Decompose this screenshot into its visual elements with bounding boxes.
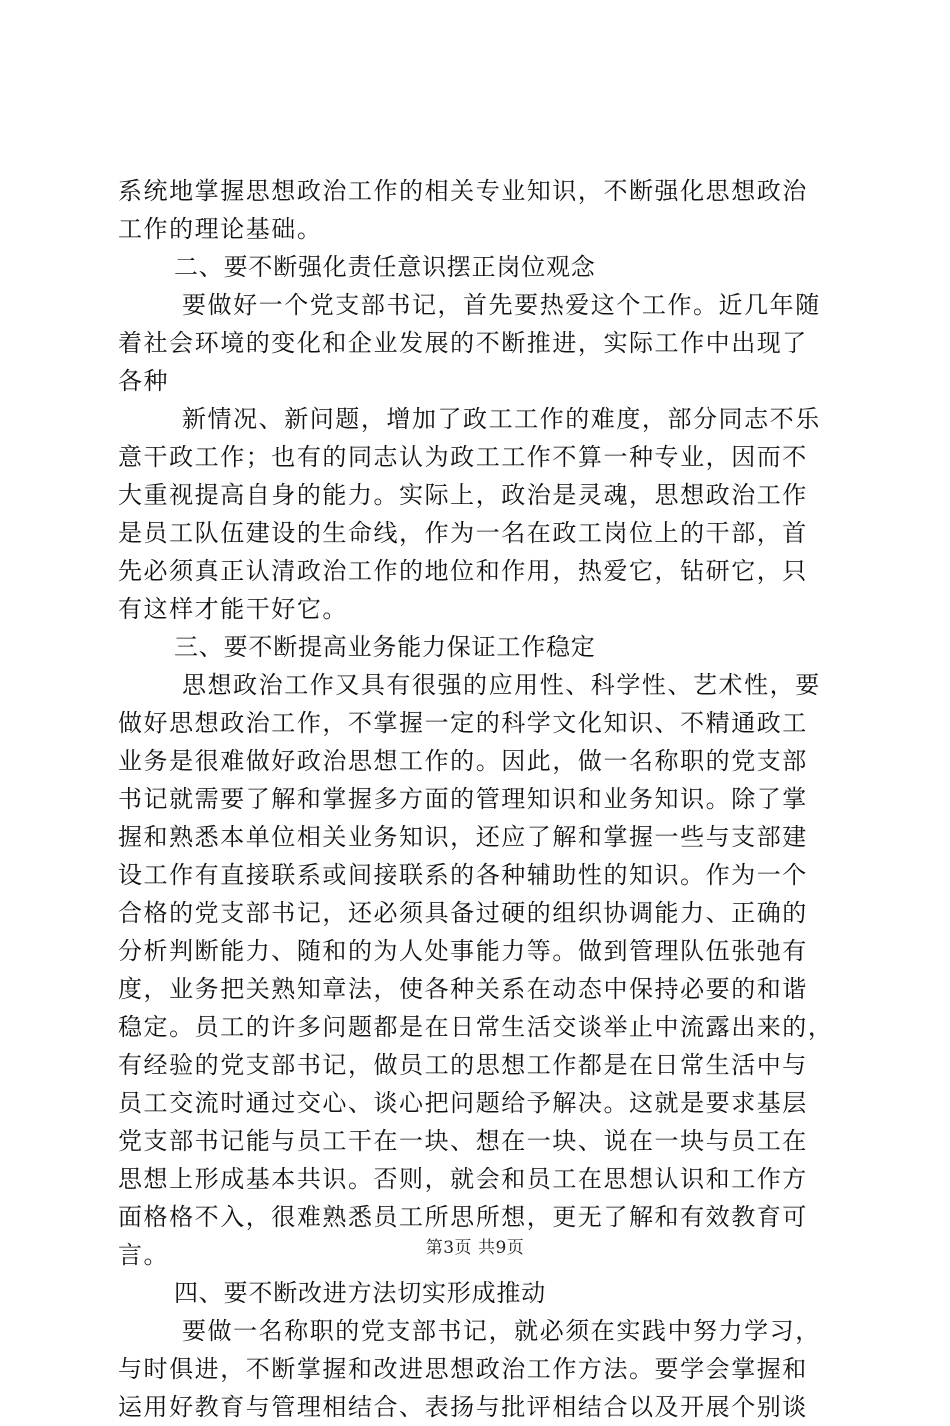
text-line: 员工交流时通过交心、谈心把问题给予解决。这就是要求基层 bbox=[118, 1089, 808, 1117]
text-line: 意干政工作；也有的同志认为政工工作不算一种专业，因而不 bbox=[118, 443, 808, 471]
text-line: 握和熟悉本单位相关业务知识，还应了解和掌握一些与支部建 bbox=[118, 823, 808, 851]
text-line: 思想上形成基本共识。否则，就会和员工在思想认识和工作方 bbox=[118, 1165, 808, 1193]
text-line: 着社会环境的变化和企业发展的不断推进，实际工作中出现了 bbox=[118, 329, 808, 357]
text-line: 党支部书记能与员工干在一块、想在一块、说在一块与员工在 bbox=[118, 1127, 808, 1155]
text-line: 先必须真正认清政治工作的地位和作用，热爱它，钻研它，只 bbox=[118, 557, 808, 585]
text-line: 书记就需要了解和掌握多方面的管理知识和业务知识。除了掌 bbox=[118, 785, 808, 813]
text-line: 各种 bbox=[118, 367, 170, 395]
section-heading: 三、要不断提高业务能力保证工作稳定 bbox=[174, 633, 596, 661]
text-line: 与时俱进，不断掌握和改进思想政治工作方法。要学会掌握和 bbox=[118, 1355, 808, 1383]
section-heading: 四、要不断改进方法切实形成推动 bbox=[174, 1279, 546, 1307]
text-line: 大重视提高自身的能力。实际上，政治是灵魂，思想政治工作 bbox=[118, 481, 808, 509]
text-line: 要做好一个党支部书记，首先要热爱这个工作。近几年随 bbox=[182, 291, 821, 319]
text-line: 业务是很难做好政治思想工作的。因此，做一名称职的党支部 bbox=[118, 747, 808, 775]
text-line: 分析判断能力、随和的为人处事能力等。做到管理队伍张弛有 bbox=[118, 937, 808, 965]
text-line: 度，业务把关熟知章法，使各种关系在动态中保持必要的和谐 bbox=[118, 975, 808, 1003]
page-number-footer: 第3页 共9页 bbox=[425, 1238, 525, 1258]
text-line: 有这样才能干好它。 bbox=[118, 595, 348, 623]
text-line: 要做一名称职的党支部书记，就必须在实践中努力学习， bbox=[182, 1317, 821, 1345]
text-line: 系统地掌握思想政治工作的相关专业知识，不断强化思想政治 bbox=[118, 177, 808, 205]
text-line: 思想政治工作又具有很强的应用性、科学性、艺术性，要 bbox=[182, 671, 821, 699]
text-line: 做好思想政治工作，不掌握一定的科学文化知识、不精通政工 bbox=[118, 709, 808, 737]
text-line: 是员工队伍建设的生命线，作为一名在政工岗位上的干部，首 bbox=[118, 519, 808, 547]
text-line: 稳定。员工的许多问题都是在日常生活交谈举止中流露出来的， bbox=[118, 1013, 834, 1041]
text-line: 言。 bbox=[118, 1241, 170, 1269]
text-line: 运用好教育与管理相结合、表扬与批评相结合以及开展个别谈 bbox=[118, 1393, 808, 1421]
text-line: 设工作有直接联系或间接联系的各种辅助性的知识。作为一个 bbox=[118, 861, 808, 889]
text-line: 有经验的党支部书记，做员工的思想工作都是在日常生活中与 bbox=[118, 1051, 808, 1079]
text-line: 合格的党支部书记，还必须具备过硬的组织协调能力、正确的 bbox=[118, 899, 808, 927]
section-heading: 二、要不断强化责任意识摆正岗位观念 bbox=[174, 253, 596, 281]
text-line: 工作的理论基础。 bbox=[118, 215, 323, 243]
text-line: 面格格不入，很难熟悉员工所思所想，更无了解和有效教育可 bbox=[118, 1203, 808, 1231]
text-line: 新情况、新问题，增加了政工工作的难度，部分同志不乐 bbox=[182, 405, 821, 433]
